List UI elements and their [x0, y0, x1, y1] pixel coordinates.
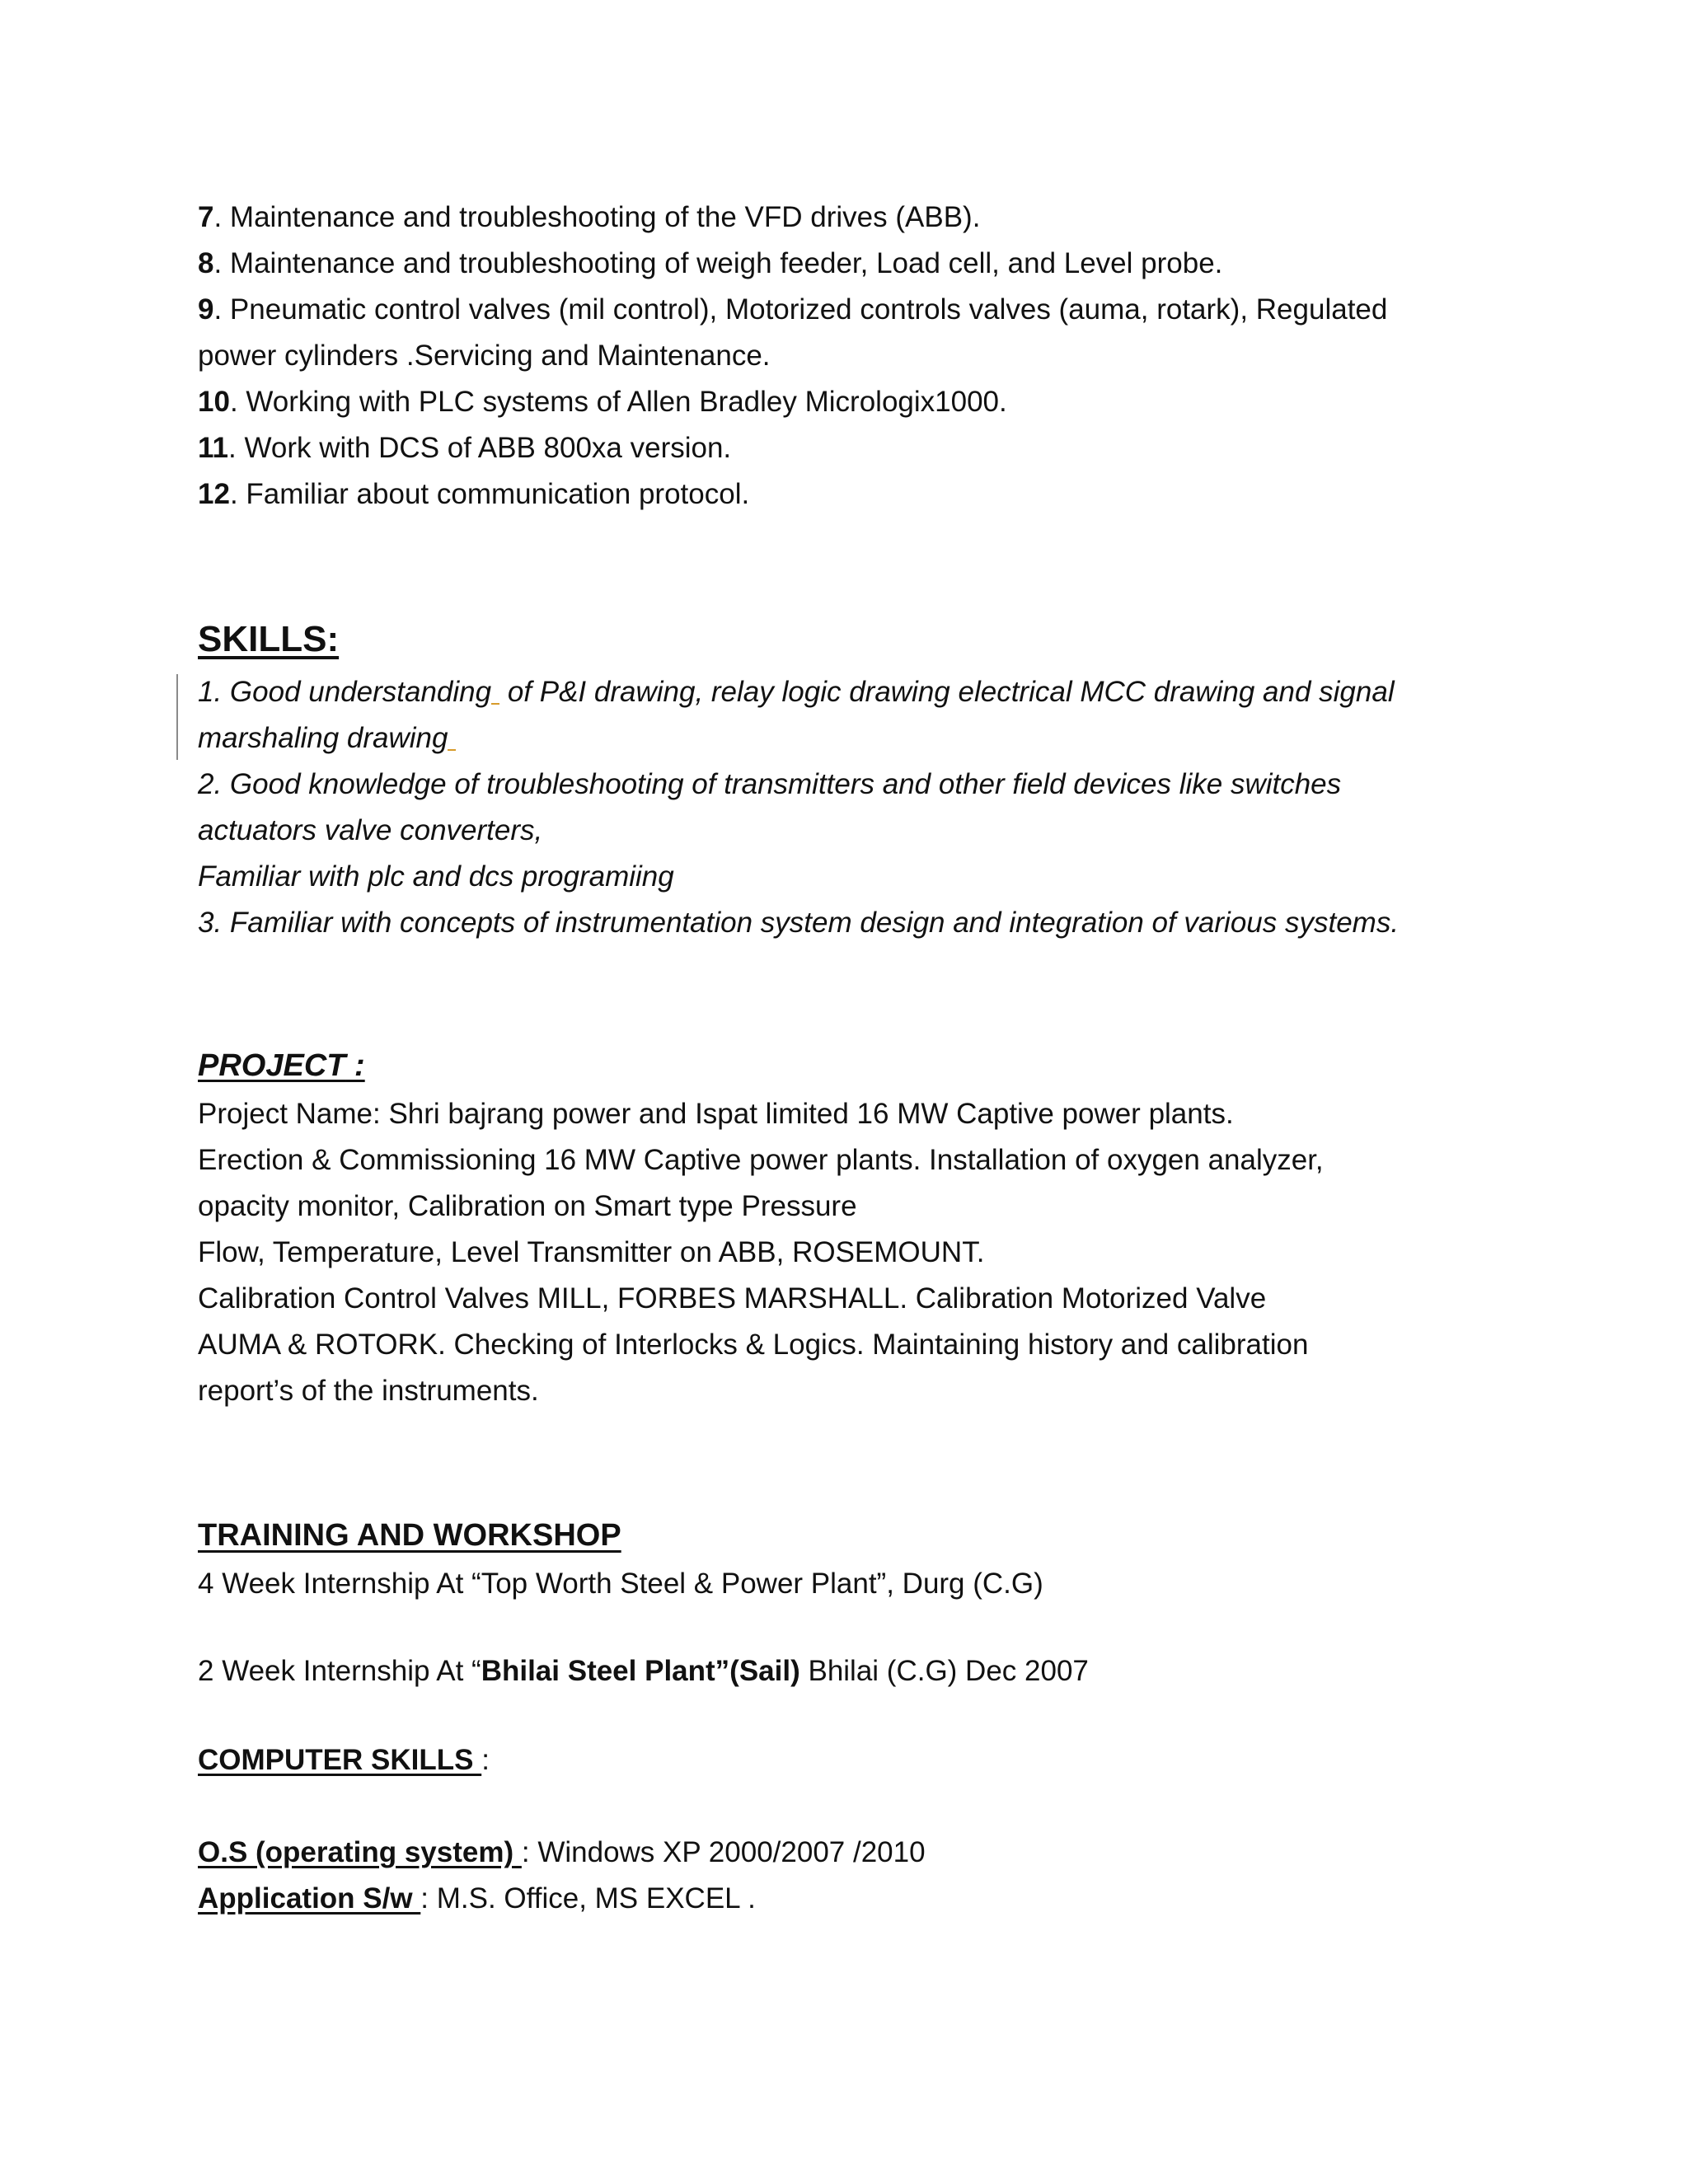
item-number: 11	[198, 432, 228, 464]
responsibility-item-8	[198, 244, 1222, 284]
skills-line-2	[198, 719, 456, 758]
training-line-2-suffix: Bhilai (C.G) Dec 2007	[799, 1655, 1089, 1687]
skills-text: marshaling drawing	[198, 722, 448, 754]
item-number: 9	[198, 293, 214, 326]
computer-skills-heading-suffix: :	[481, 1744, 490, 1776]
edit-mark-icon	[491, 703, 499, 705]
training-line-2-prefix: 2 Week Internship At “	[198, 1655, 481, 1687]
project-line-1: Project Name: Shri bajrang power and Ispat limited 16 MW Captive power plants.	[198, 1098, 1234, 1130]
item-text: . Pneumatic control valves (mil control), Motorized controls valves (auma, rotark), Regulated	[213, 293, 1388, 326]
responsibility-item-10	[198, 382, 1007, 422]
item-text: . Working with PLC systems of Allen Bradley Micrologix1000.	[229, 386, 1007, 418]
os-label: O.S (operating system)	[198, 1836, 522, 1868]
item-text: . Familiar about communication protocol.	[229, 478, 750, 510]
skills-line-5: Familiar with plc and dcs programiing	[198, 860, 674, 893]
application-line	[198, 1879, 756, 1919]
responsibility-item-9	[198, 290, 1387, 330]
project-heading	[198, 1045, 365, 1086]
project-line-5: Calibration Control Valves MILL, FORBES MARSHALL. Calibration Motorized Valve	[198, 1282, 1267, 1315]
responsibility-item-12	[198, 475, 749, 514]
training-line-1: 4 Week Internship At “Top Worth Steel & Power Plant”, Durg (C.G)	[198, 1568, 1043, 1600]
item-text: . Maintenance and troubleshooting of the VFD drives (ABB).	[213, 201, 981, 233]
skills-line-1	[198, 673, 1395, 712]
responsibility-item-7	[198, 198, 980, 237]
training-line-2	[198, 1652, 1089, 1691]
computer-skills-heading-text: COMPUTER SKILLS	[198, 1744, 482, 1776]
project-heading-suffix: :	[345, 1048, 365, 1083]
responsibility-item-9-continued: power cylinders .Servicing and Maintenance.	[198, 340, 771, 372]
project-line-7: report’s of the instruments.	[198, 1375, 539, 1407]
item-number: 7	[198, 201, 214, 233]
project-line-4: Flow, Temperature, Level Transmitter on ABB, ROSEMOUNT.	[198, 1236, 985, 1268]
project-line-2: Erection & Commissioning 16 MW Captive power plants. Installation of oxygen analyzer,	[198, 1144, 1324, 1176]
application-value: : M.S. Office, MS EXCEL .	[420, 1882, 756, 1915]
item-number: 12	[198, 478, 230, 510]
skills-line-4: actuators valve converters,	[198, 814, 543, 846]
edit-mark-icon	[448, 749, 456, 751]
item-number: 10	[198, 386, 230, 418]
application-label: Application S/w	[198, 1882, 421, 1915]
item-number: 8	[198, 247, 214, 279]
training-line-2-bold: Bhilai Steel Plant”(Sail)	[481, 1655, 800, 1687]
skills-line-6: 3. Familiar with concepts of instrumentation system design and integration of various systems.	[198, 907, 1400, 939]
computer-skills-heading	[198, 1741, 490, 1780]
training-heading: TRAINING AND WORKSHOP	[198, 1518, 621, 1553]
project-heading-text: PROJECT	[198, 1048, 346, 1083]
skills-heading: SKILLS:	[198, 619, 340, 659]
item-text: . Work with DCS of ABB 800xa version.	[228, 432, 732, 464]
responsibility-item-11	[198, 429, 731, 468]
revision-bar	[176, 674, 178, 760]
project-line-3: opacity monitor, Calibration on Smart type Pressure	[198, 1190, 857, 1222]
skills-text: of P&I drawing, relay logic drawing electrical MCC drawing and signal	[499, 676, 1395, 708]
skills-text: 1. Good understanding	[198, 676, 492, 708]
project-line-6: AUMA & ROTORK. Checking of Interlocks & Logics. Maintaining history and calibration	[198, 1329, 1309, 1361]
os-value: : Windows XP 2000/2007 /2010	[521, 1836, 926, 1868]
item-text: . Maintenance and troubleshooting of weigh feeder, Load cell, and Level probe.	[213, 247, 1223, 279]
skills-line-3: 2. Good knowledge of troubleshooting of transmitters and other field devices like switches	[198, 768, 1342, 800]
os-line	[198, 1833, 926, 1872]
